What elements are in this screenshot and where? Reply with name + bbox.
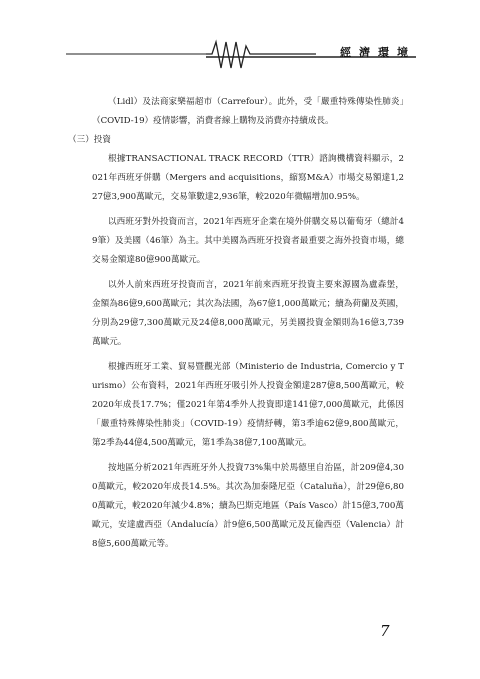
page-number: 7 [380, 622, 390, 640]
paragraph-outbound-investment: 以西班牙對外投資而言，2021年西班牙企業在境外併購交易以葡萄牙（總計49筆）及美國（46筆）為主。其中美國為西班牙投資者最重要之海外投資市場，總交易金額達80億900萬歐元。 [92, 217, 404, 265]
paragraph-inbound-sources: 以外人前來西班牙投資而言，2021年前來西班牙投資主要來源國為盧森堡，金額為86億9,600萬歐元；其次為法國，為67億1,000萬歐元；續為荷蘭及英國，分別為29億7,300萬歐元及24億8,000萬歐元，另美國投資金額則為16億3,739萬歐元。 [92, 280, 404, 347]
paragraph-retail: （Lidl）及法商家樂福超市（Carrefour）。此外，受「嚴重特殊傳染性肺炎」（COVID-19）疫情影響，消費者線上購物及消費亦持續成長。 [92, 97, 404, 126]
page-header [66, 36, 416, 76]
paragraph-mna-market: 根據TRANSACTIONAL TRACK RECORD（TTR）諮詢機構資料顯示，2021年西班牙併購（Mergers and acquisitions，縮寫M&A）市場交易額達1,227億3,900萬歐元，交易筆數達2,936筆，較2020年微幅增加0.95%。 [92, 154, 404, 202]
document-body [68, 93, 404, 554]
paragraph-regional-analysis: 按地區分析2021年西班牙外人投資73%集中於馬德里自治區，計209億4,300萬歐元，較2020年成長14.5%。其次為加泰隆尼亞（Cataluña），計29億6,800萬歐元，較2020年減少4.8%；續為巴斯克地區（País Vasco）計15億3,700萬歐元，安達盧西亞（Andalucía）計9億6,500萬歐元及瓦倫西亞（Valencia）計8億5,600萬歐元等。 [92, 463, 404, 549]
section-heading-investment: （三）投資 [68, 135, 111, 145]
header-title: 經濟環境 [340, 46, 416, 59]
paragraph-ministry-data: 根據西班牙工業、貿易暨觀光部（Ministerio de Industria, Comercio y Turismo）公布資料，2021年西班牙吸引外人投資金額達287億8,500萬歐元，較2020年成長17.7%；僅2021年第4季外人投資即達141億7,000萬歐元，此係因「嚴重特殊傳染性肺炎」（COVID-19）疫情紓轉，第3季逾62億9,800萬歐元，第2季為44億4,500萬歐元，第1季為38億7,100萬歐元。 [92, 362, 404, 448]
